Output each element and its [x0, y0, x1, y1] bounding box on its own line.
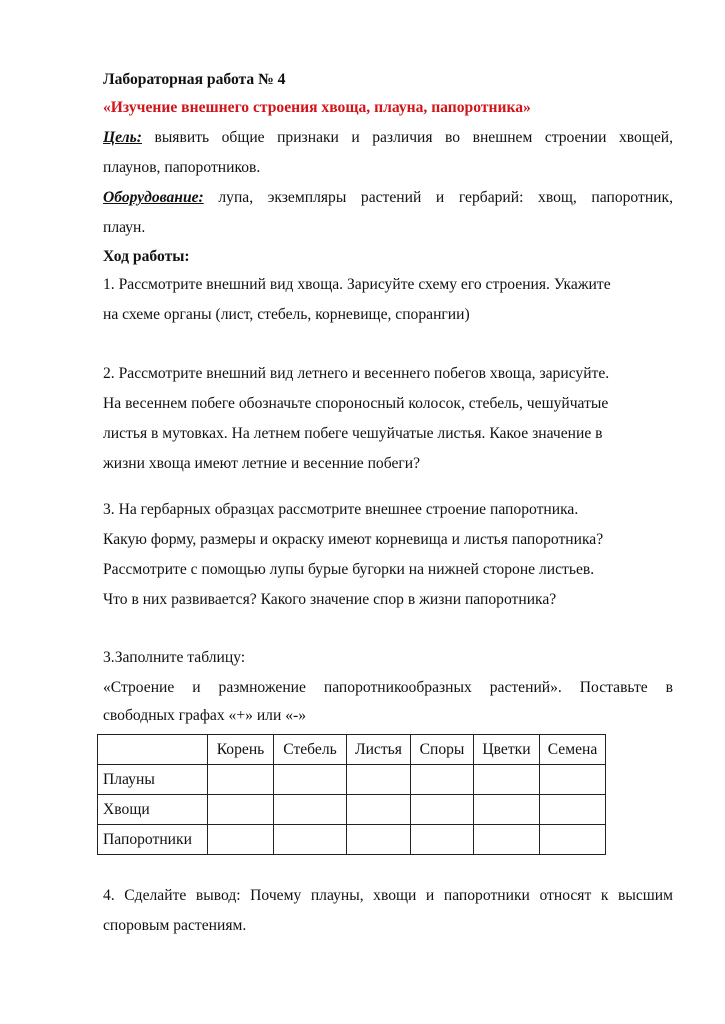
task2-line-1: 2. Рассмотрите внешний вид летнего и весеннего побегов хвоща, зарисуйте.: [103, 365, 610, 382]
task3-line-1: 3. На гербарных образцах рассмотрите внешнее строение папоротника.: [103, 501, 579, 518]
table-cell: [411, 825, 474, 855]
task2-line-3: листья в мутовках. На летнем побеге чешуйчатые листья. Какое значение в: [103, 425, 603, 442]
fern-allies-table: [97, 734, 606, 855]
table-cell: [411, 765, 474, 795]
table-row: [98, 825, 606, 855]
table-cell: [208, 795, 274, 825]
table-cell: [347, 825, 411, 855]
table-cell: [540, 765, 606, 795]
row-label: Папоротники: [98, 825, 208, 855]
task1-line-1: 1. Рассмотрите внешний вид хвоща. Зарисуйте схему его строения. Укажите: [103, 276, 611, 293]
table-row: [98, 765, 606, 795]
table-cell: [474, 825, 540, 855]
equipment-line-1: [103, 188, 673, 208]
table-header-cell: Цветки: [474, 735, 540, 765]
table-cell: [411, 795, 474, 825]
equipment-label: Оборудование:: [103, 189, 204, 206]
row-label: Хвощи: [98, 795, 208, 825]
table-header-cell: Корень: [208, 735, 274, 765]
table-cell: [540, 825, 606, 855]
task3-line-2: Какую форму, размеры и окраску имеют корневища и листья папоротника?: [103, 531, 604, 548]
task3-line-3: Рассмотрите с помощью лупы бурые бугорки на нижней стороне листьев.: [103, 561, 595, 578]
task3b-line-3: свободных графах «+» или «-»: [103, 707, 306, 724]
task4-line-1: 4. Сделайте вывод: Почему плауны, хвощи и папоротники относят к высшим: [103, 887, 673, 904]
task3b-line-2: «Строение и размножение папоротникообразных растений». Поставьте в: [103, 679, 673, 696]
procedure-heading: Ход работы:: [103, 248, 190, 265]
table-cell: [274, 795, 347, 825]
table-cell: [474, 765, 540, 795]
task2-line-4: жизни хвоща имеют летние и весенние побеги?: [103, 455, 421, 472]
lab-topic: «Изучение внешнего строения хвоща, плауна, папоротника»: [103, 99, 531, 116]
goal-text-2: плаунов, папоротников.: [103, 159, 261, 176]
table-header-cell: [98, 735, 208, 765]
goal-label: Цель:: [103, 129, 142, 146]
table-cell: [274, 825, 347, 855]
table-cell: [274, 765, 347, 795]
table-header-cell: Листья: [347, 735, 411, 765]
table-cell: [208, 765, 274, 795]
task2-line-2: На весеннем побеге обозначьте спороносный колосок, стебель, чешуйчатые: [103, 395, 609, 412]
table-cell: [474, 795, 540, 825]
table-header-cell: Споры: [411, 735, 474, 765]
table-cell: [347, 795, 411, 825]
row-label: Плауны: [98, 765, 208, 795]
table-header-row: [98, 735, 606, 765]
table-header-cell: Семена: [540, 735, 606, 765]
table-header-cell: Стебель: [274, 735, 347, 765]
table-cell: [540, 795, 606, 825]
goal-text-1: выявить общие признаки и различия во внешнем строении хвощей,: [154, 129, 673, 146]
lab-title: Лабораторная работа № 4: [103, 71, 286, 88]
task3b-line-1: 3.Заполните таблицу:: [103, 649, 246, 666]
task4-line-2: споровым растениям.: [103, 917, 247, 934]
table-cell: [208, 825, 274, 855]
goal-line-1: [103, 128, 673, 148]
table-cell: [347, 765, 411, 795]
equipment-text-2: плаун.: [103, 219, 146, 236]
task3-line-4: Что в них развивается? Какого значение спор в жизни папоротника?: [103, 591, 557, 608]
table-row: [98, 795, 606, 825]
task1-line-2: на схеме органы (лист, стебель, корневище, спорангии): [103, 306, 470, 323]
equipment-text-1: лупа, экземпляры растений и гербарий: хвощ, папоротник,: [218, 189, 673, 206]
